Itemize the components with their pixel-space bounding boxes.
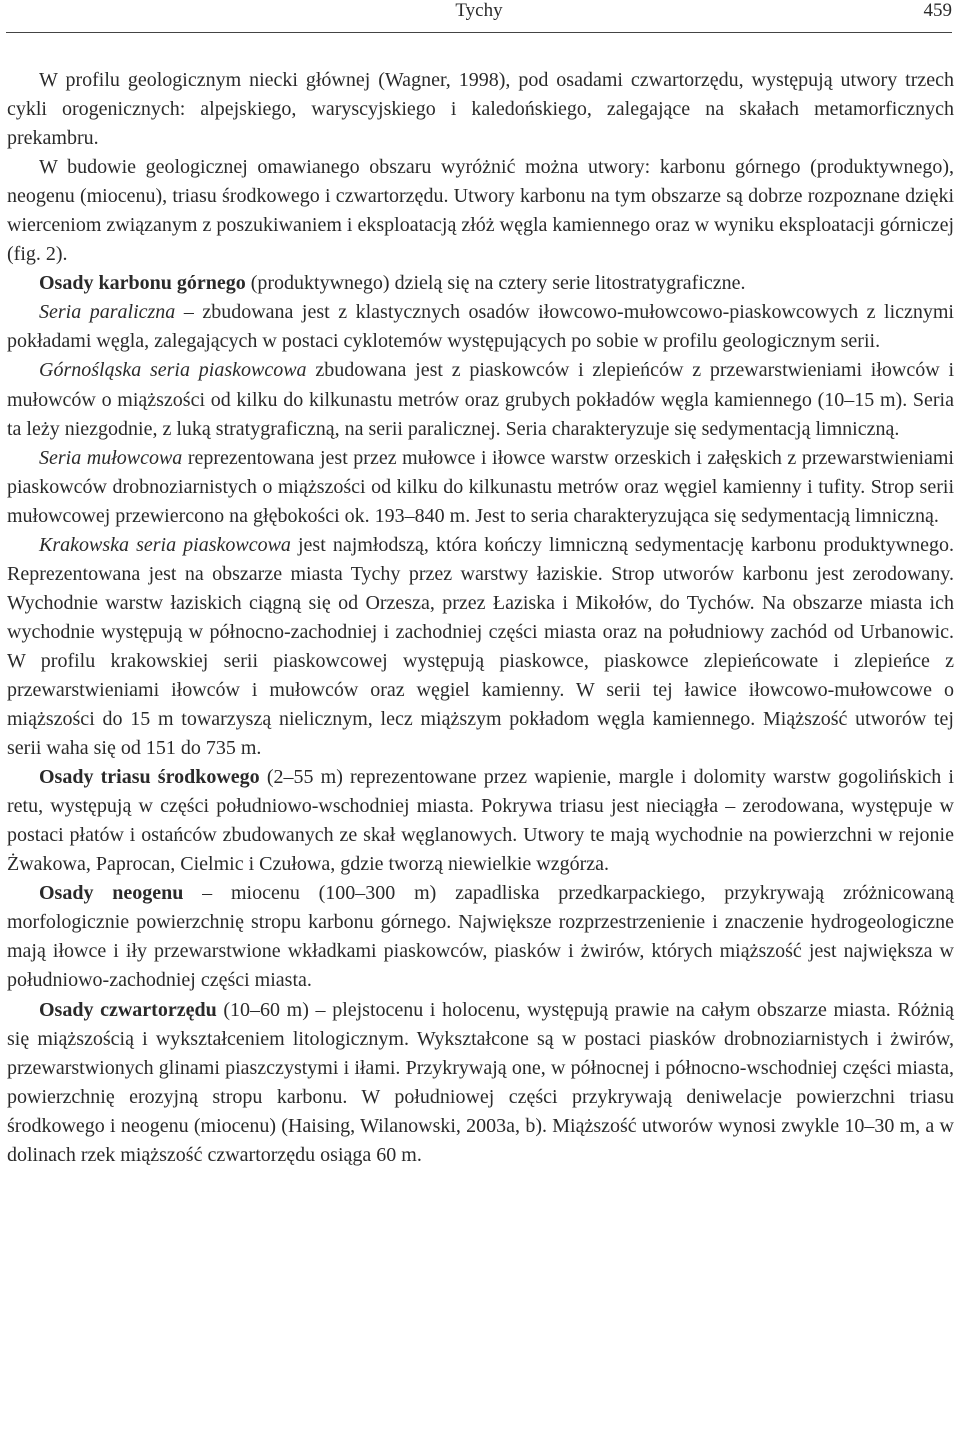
- text-run: jest najmłodszą, która kończy limniczną sedymentację karbonu produktywnego. Reprezentowana jest na obszarze miasta Tychy przez warstwy łaziskie. Strop utworów karbonu jest zerodowany. Wychodnie warstw łaziskich ciągną się od Orzesza, przez Łaziska i Mikołów, do Tychów. Na obszarze miasta ich wychodnie występują w północno-zachodniej i zachodniej części miasta oraz na południowy zachód od Urbanowic. W profilu krakowskiej serii piaskowcowej występują piaskowce, piaskowce zlepieńcowate i zlepieńce z przewarstwieniami iłowców i mułowców oraz węgiel kamienny. W serii tej ławice iłowcowo-mułowcowe o miąższości do 15 m towarzyszą nielicznym, lecz miąższym pokładom węgla kamiennego. Miąższość utworów tej serii waha się od 151 do 735 m.: [7, 533, 954, 760]
- paragraph: [7, 269, 954, 298]
- text-run: (2–55 m) reprezentowane przez wapienie, margle i dolomity warstw gogolińskich i retu, występują w części południowo-wschodniej miasta. Pokrywa triasu jest nieciągła – zerodowana, występuje w postaci płatów i ostańców zbudowanych ze skał węglanowych. Utwory te mają wychodnie na powierzchni w rejonie Żwakowa, Paprocan, Cielmic i Czułowa, gdzie tworzą niewielkie wzgórza.: [7, 766, 954, 876]
- text-run: (produktywnego) dzielą się na cztery serie litostratygraficzne.: [245, 272, 746, 295]
- text-run: W profilu geologicznym niecki głównej (Wagner, 1998), pod osadami czwartorzędu, występują utwory trzech cykli orogenicznych: alpejskiego, waryscyjskiego i kaledońskiego, zalegające na skałach metamorficznych prekambru.: [7, 69, 954, 150]
- series-name: Krakowska seria piaskowcowa: [39, 533, 291, 556]
- section-heading-inline: Osady czwartorzędu: [39, 998, 217, 1021]
- running-header: [6, 0, 952, 33]
- paragraph: [7, 66, 954, 153]
- section-heading-inline: Osady triasu środkowego: [39, 766, 260, 789]
- section-heading-inline: Osady neogenu: [39, 882, 184, 905]
- text-run: – zbudowana jest z klastycznych osadów iłowcowo-mułowcowo-piaskowcowych z licznymi pokładami węgla, zalegających w postaci cyklotemów występujących po sobie w profilu geologicznym serii.: [7, 301, 954, 353]
- series-name: Seria mułowcowa: [39, 446, 183, 469]
- series-name: Seria paraliczna: [39, 301, 176, 324]
- page-number: 459: [923, 0, 952, 21]
- paragraph: [7, 298, 954, 356]
- paragraph: [7, 153, 954, 269]
- paragraph: [7, 763, 954, 879]
- text-run: – miocenu (100–300 m) zapadliska przedkarpackiego, przykrywają zróżnicowaną morfologicznie powierzchnię stropu karbonu górnego. Największe rozprzestrzenienie i znaczenie hydrogeologiczne mają iłowce i iły przewarstwione wkładkami piaskowców, piasków i żwirów, których miąższość jest największa w południowo-zachodniej części miasta.: [7, 882, 954, 992]
- body-text: [7, 66, 954, 1170]
- paragraph: [7, 356, 954, 443]
- text-run: (10–60 m) – plejstocenu i holocenu, występują prawie na całym obszarze miasta. Różnią się miąższością i wykształceniem litologicznym. Wykształcone są w postaci piasków drobnoziarnistych i żwirów, przewarstwionych glinami piaszczystymi i iłami. Przykrywają one, w północnej i północno-wschodniej części miasta, powierzchnię erozyjną stropu karbonu. W południowej części przykrywają deniwelacje powierzchni triasu środkowego i neogenu (miocenu) (Haising, Wilanowski, 2003a, b). Miąższość utworów wynosi zwykle 10–30 m, a w dolinach rzek miąższość czwartorzędu osiąga 60 m.: [7, 998, 955, 1166]
- text-run: reprezentowana jest przez mułowce i iłowce warstw orzeskich i załęskich z przewarstwieniami piaskowców drobnoziarnistych o miąższości od kilku do kilkunastu metrów oraz węgiel kamienny i tufity. Strop serii mułowcowej przewiercono na głębokości ok. 193–840 m. Jest to seria charakteryzująca się sedymentacją limniczną.: [7, 446, 954, 527]
- paragraph: [7, 996, 954, 1170]
- running-title: Tychy: [455, 0, 503, 21]
- paragraph: [7, 531, 954, 763]
- paragraph: [7, 444, 954, 531]
- text-run: zbudowana jest z piaskowców i zlepieńców z przewarstwieniami iłowców i mułowców o miąższości od kilku do kilkunastu metrów oraz grubych pokładów węgla kamiennego (10–15 m). Seria ta leży niezgodnie, z luką stratygraficzną, na serii paralicznej. Seria charakteryzuje się sedymentacją limniczną.: [7, 359, 955, 440]
- paragraph: [7, 879, 954, 995]
- section-heading-inline: Osady karbonu górnego: [39, 272, 246, 295]
- series-name: Górnośląska seria piaskowcowa: [39, 359, 307, 382]
- text-run: W budowie geologicznej omawianego obszaru wyróżnić można utwory: karbonu górnego (produktywnego), neogenu (miocenu), triasu środkowego i czwartorzędu. Utwory karbonu na tym obszarze są dobrze rozpoznane dzięki wierceniom związanym z poszukiwaniem i eksploatacją złóż węgla kamiennego oraz w wyniku eksploatacji górniczej (fig. 2).: [7, 156, 954, 266]
